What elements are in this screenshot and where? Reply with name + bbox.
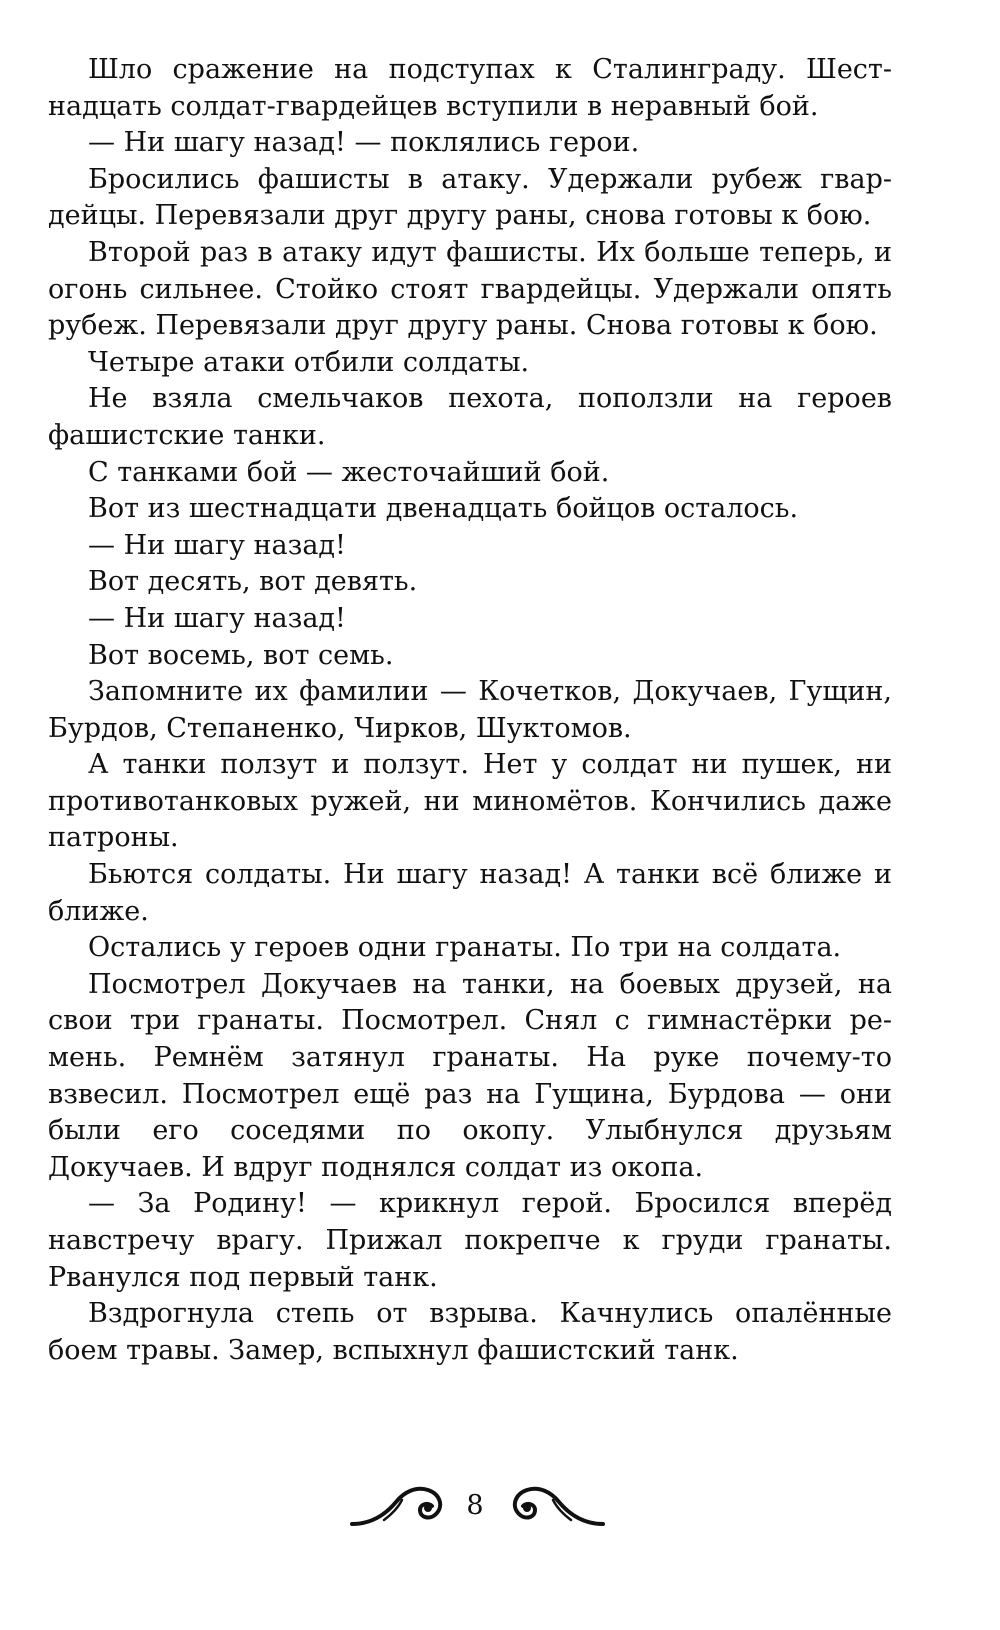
paragraph: — Ни шагу назад! <box>88 602 346 634</box>
paragraph: Бьются солдаты. Ни шагу назад! А танки всё ближе и ближе. <box>48 859 892 927</box>
paragraph: — Ни шагу назад! <box>88 529 346 561</box>
page-number: 8 <box>466 1490 484 1521</box>
paragraph: Вот десять, вот девять. <box>88 566 418 598</box>
paragraph: С танками бой — жесточайший бой. <box>88 456 610 488</box>
paragraph: Шло сражение на подступах к Сталинграду. Шестнадцать солдат-гвардейцев вступили в неравный бой. <box>48 54 892 122</box>
swash-ornament-left-icon <box>350 1484 450 1528</box>
swash-ornament-right-icon <box>505 1484 605 1528</box>
paragraph: — Ни шагу назад! — поклялись герои. <box>88 127 640 159</box>
paragraph: Второй раз в атаку идут фашисты. Их больше теперь, и огонь сильнее. Стойко стоят гвардейцы. Удержали опять рубеж. Перевязали друг другу раны. Снова готовы к бою. <box>48 236 892 342</box>
paragraph: Вот восемь, вот семь. <box>88 639 394 671</box>
paragraph: Запомните их фамилии — Кочетков, Докучаев, Гущин, Бурдов, Степаненко, Чирков, Шуктомов. <box>48 676 892 744</box>
page-text-block <box>48 52 892 1369</box>
paragraph: Вот из шестнадцати двенадцать бойцов осталось. <box>88 493 799 525</box>
paragraph: Вздрогнула степь от взрыва. Качнулись опалённые боем травы. Замер, вспыхнул фашистский танк. <box>48 1298 892 1366</box>
paragraph: Остались у героев одни гранаты. По три на солдата. <box>88 932 842 964</box>
paragraph: Не взяла смельчаков пехота, поползли на героев фашистские танки. <box>48 383 892 451</box>
paragraph: Посмотрел Докучаев на танки, на боевых друзей, на свои три гранаты. Посмотрел. Снял с гимнастёрки ремень. Ремнём затянул гранаты. На руке почему-то взвесил. Посмотрел ещё раз на Гущина, Бурдова — они были его соседями по окопу. Улыбнулся друзьям Докучаев. И вдруг поднялся солдат из окопа. <box>48 968 892 1183</box>
paragraph: Бросились фашисты в атаку. Удержали рубеж гвардейцы. Перевязали друг другу раны, снова готовы к бою. <box>48 163 892 232</box>
paragraph: А танки ползут и ползут. Нет у солдат ни пушек, ни противотанковых ружей, ни миномётов. Кончились даже патроны. <box>48 749 892 854</box>
paragraph: — За Родину! — крикнул герой. Бросился вперёд навстречу врагу. Прижал покрепче к груди гранаты. Рванулся под первый танк. <box>48 1188 892 1293</box>
paragraph: Четыре атаки отбили солдаты. <box>88 346 530 378</box>
page-footer <box>0 1480 1000 1540</box>
